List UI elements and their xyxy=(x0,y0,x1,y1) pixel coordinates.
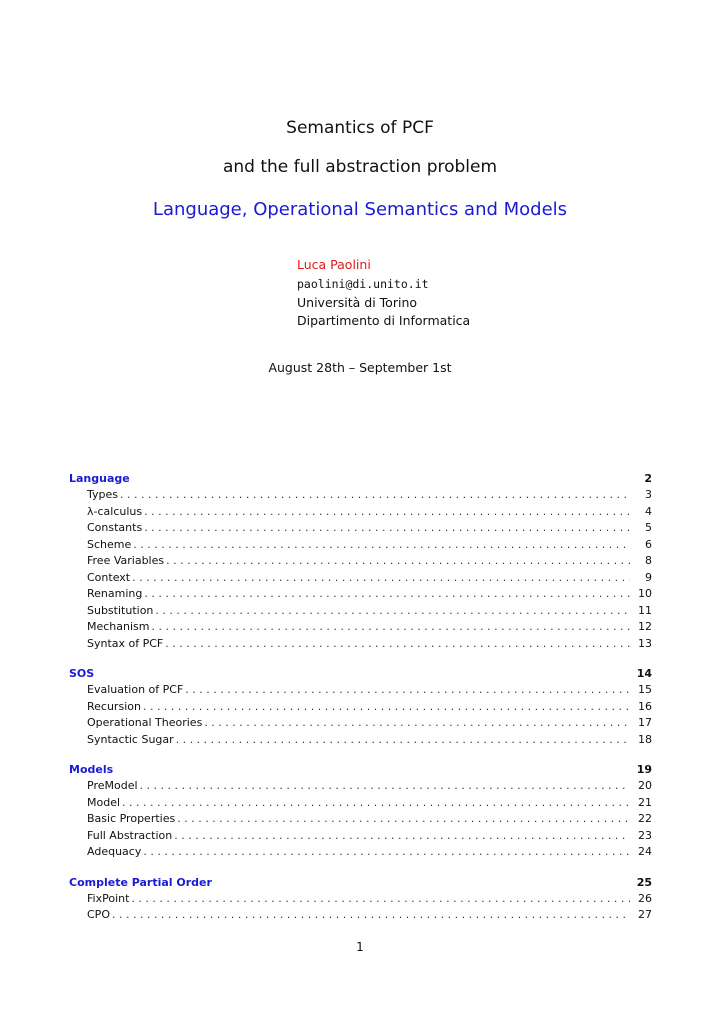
toc-section-page: 25 xyxy=(636,875,652,889)
toc-entry-page: 20 xyxy=(638,779,652,792)
toc-entry-page: 12 xyxy=(638,620,652,633)
toc-entry-title[interactable]: Adequacy xyxy=(87,845,142,858)
toc-entry-page: 27 xyxy=(638,908,652,921)
toc-entry[interactable] xyxy=(69,586,652,603)
toc-section xyxy=(69,665,652,748)
toc-entry-page: 21 xyxy=(638,795,652,809)
toc-entry-title[interactable]: Full Abstraction xyxy=(87,828,173,842)
toc-entry[interactable] xyxy=(69,603,652,620)
toc-leader-dots xyxy=(133,537,630,554)
toc-section-heading[interactable] xyxy=(69,874,652,891)
toc-entry[interactable] xyxy=(69,699,652,716)
toc-leader-dots xyxy=(143,844,630,861)
toc-entry[interactable] xyxy=(69,907,652,924)
toc-section-page: 19 xyxy=(636,763,652,776)
toc-entry-title[interactable]: CPO xyxy=(87,908,110,921)
toc-entry[interactable] xyxy=(69,504,652,521)
toc-leader-dots xyxy=(140,778,630,795)
toc-entry-title[interactable]: Types xyxy=(87,488,118,501)
toc-entry[interactable] xyxy=(69,619,652,636)
toc-leader-dots xyxy=(143,699,630,716)
toc-entry-title[interactable]: FixPoint xyxy=(87,891,130,905)
toc-leader-dots xyxy=(166,553,630,570)
toc-leader-dots xyxy=(131,891,630,908)
author-name[interactable]: Luca Paolini xyxy=(297,257,371,272)
toc-entry-title[interactable]: PreModel xyxy=(87,779,138,792)
toc-entry[interactable] xyxy=(69,487,652,504)
page-number: 1 xyxy=(356,940,364,954)
toc-entry-title[interactable]: Syntactic Sugar xyxy=(87,732,174,746)
toc-section xyxy=(69,761,652,861)
toc-entry-title[interactable]: Scheme xyxy=(87,537,132,551)
toc-section xyxy=(69,470,652,652)
toc-leader-dots xyxy=(165,636,630,653)
toc-entry-page: 5 xyxy=(645,521,652,534)
toc-entry-page: 15 xyxy=(638,683,652,696)
toc-entry-title[interactable]: Constants xyxy=(87,521,143,534)
toc-entry-page: 26 xyxy=(638,891,652,905)
toc-entry-page: 17 xyxy=(638,716,652,729)
toc-leader-dots xyxy=(155,603,630,620)
toc-entry-page: 22 xyxy=(638,812,652,825)
toc-entry[interactable] xyxy=(69,553,652,570)
toc-leader-dots xyxy=(122,795,630,812)
author-email: paolini@di.unito.it xyxy=(297,277,429,291)
toc-entry-title[interactable]: Model xyxy=(87,795,121,809)
toc-leader-dots xyxy=(204,715,630,732)
toc-entry[interactable] xyxy=(69,636,652,653)
toc-section xyxy=(69,874,652,924)
toc-entry-title[interactable]: λ-calculus xyxy=(87,504,143,518)
toc-entry-page: 4 xyxy=(645,504,652,518)
toc-entry-page: 3 xyxy=(645,488,652,501)
toc-section-title[interactable]: SOS xyxy=(69,667,95,680)
toc-section-heading[interactable] xyxy=(69,761,652,778)
table-of-contents xyxy=(69,470,652,937)
toc-leader-dots xyxy=(144,520,630,537)
toc-section-title[interactable]: Complete Partial Order xyxy=(69,875,212,889)
title-line-1: Semantics of PCF xyxy=(286,118,434,138)
toc-section-heading[interactable] xyxy=(69,665,652,682)
toc-entry-title[interactable]: Context xyxy=(87,570,131,584)
toc-entry-page: 13 xyxy=(638,636,652,650)
toc-entry[interactable] xyxy=(69,570,652,587)
toc-leader-dots xyxy=(144,504,630,521)
toc-entry-page: 18 xyxy=(638,732,652,746)
toc-entry-page: 9 xyxy=(645,570,652,584)
toc-entry[interactable] xyxy=(69,732,652,749)
toc-entry-page: 16 xyxy=(638,699,652,713)
toc-entry-page: 24 xyxy=(638,845,652,858)
toc-entry-title[interactable]: Recursion xyxy=(87,699,141,713)
toc-section-page: 14 xyxy=(636,667,652,680)
toc-entry-page: 23 xyxy=(638,828,652,842)
author-university: Università di Torino xyxy=(297,295,418,310)
toc-leader-dots xyxy=(120,487,630,504)
toc-leader-dots xyxy=(144,586,630,603)
toc-entry-title[interactable]: Operational Theories xyxy=(87,716,203,729)
toc-entry-page: 11 xyxy=(638,603,652,617)
toc-entry-page: 6 xyxy=(645,537,652,551)
toc-leader-dots xyxy=(152,619,631,636)
toc-section-page: 2 xyxy=(644,472,652,485)
toc-entry-title[interactable]: Renaming xyxy=(87,587,143,600)
toc-entry-title[interactable]: Substitution xyxy=(87,603,154,617)
toc-entry[interactable] xyxy=(69,537,652,554)
toc-leader-dots xyxy=(177,811,630,828)
subtitle-link[interactable]: Language, Operational Semantics and Models xyxy=(152,199,568,220)
title-line-2: and the full abstraction problem xyxy=(222,157,498,177)
toc-entry[interactable] xyxy=(69,828,652,845)
date: August 28th – September 1st xyxy=(268,360,452,375)
toc-leader-dots xyxy=(132,570,630,587)
toc-entry[interactable] xyxy=(69,520,652,537)
author-department: Dipartimento di Informatica xyxy=(297,313,471,328)
toc-leader-dots xyxy=(174,828,630,845)
toc-entry-title[interactable]: Free Variables xyxy=(87,554,165,567)
toc-entry[interactable] xyxy=(69,811,652,828)
toc-entry-title[interactable]: Basic Properties xyxy=(87,812,176,825)
toc-entry-title[interactable]: Evaluation of PCF xyxy=(87,683,184,696)
toc-entry[interactable] xyxy=(69,682,652,699)
toc-entry[interactable] xyxy=(69,891,652,908)
toc-entry[interactable] xyxy=(69,715,652,732)
toc-leader-dots xyxy=(185,682,630,699)
toc-entry[interactable] xyxy=(69,795,652,812)
toc-section-heading[interactable] xyxy=(69,470,652,487)
toc-entry-page: 10 xyxy=(638,587,652,600)
toc-entry[interactable] xyxy=(69,778,652,795)
toc-entry-title[interactable]: Syntax of PCF xyxy=(87,636,164,650)
toc-entry-title[interactable]: Mechanism xyxy=(87,620,150,633)
toc-section-title[interactable]: Models xyxy=(69,763,114,776)
toc-leader-dots xyxy=(112,907,630,924)
toc-entry[interactable] xyxy=(69,844,652,861)
toc-section-title[interactable]: Language xyxy=(69,472,130,485)
toc-entry-page: 8 xyxy=(645,554,652,567)
toc-leader-dots xyxy=(176,732,630,749)
